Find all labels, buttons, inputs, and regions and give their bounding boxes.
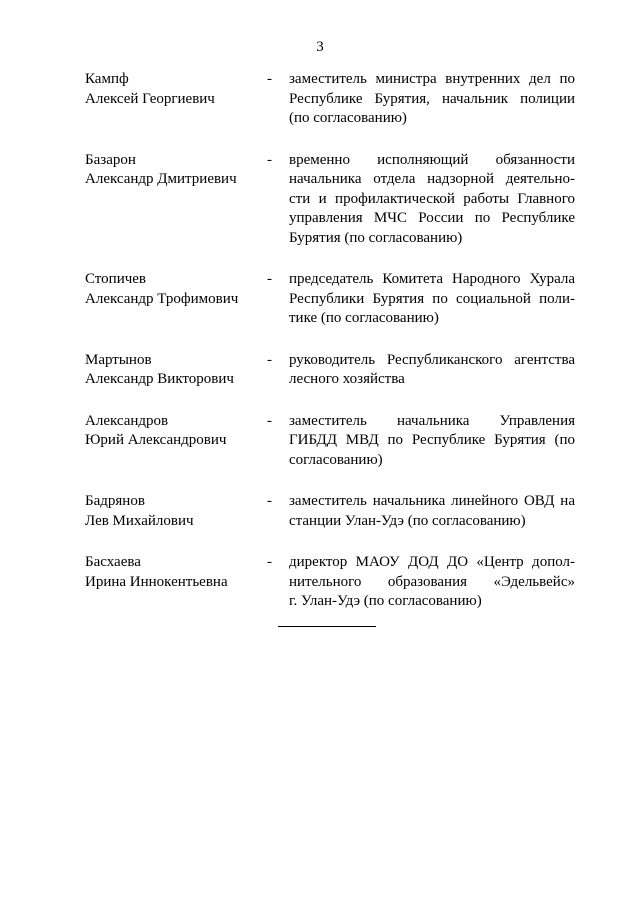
list-item xyxy=(85,351,575,390)
member-given-names: Александр Викторович xyxy=(85,371,234,387)
member-given-names: Александр Дмитриевич xyxy=(85,171,237,187)
position-line: управления МЧС России по Республике xyxy=(289,210,575,226)
member-position xyxy=(289,492,575,531)
member-given-names: Лев Михайлович xyxy=(85,512,194,529)
member-position xyxy=(289,70,575,129)
list-item xyxy=(85,270,575,329)
list-item xyxy=(85,553,575,612)
dash-separator: - xyxy=(267,493,272,509)
member-name xyxy=(85,492,267,531)
position-line: Бурятия (по согласованию) xyxy=(289,229,463,246)
member-given-names: Юрий Александрович xyxy=(85,432,227,448)
member-given-names: Алексей Георгиевич xyxy=(85,90,215,107)
position-line: директор МАОУ ДОД ДО «Центр допол- xyxy=(289,554,575,570)
position-line: г. Улан-Удэ (по согласованию) xyxy=(289,593,482,609)
position-line: сти и профилактической работы Главного xyxy=(289,190,575,207)
member-surname: Бадрянов xyxy=(85,493,145,509)
position-line: начальника отдела надзорной деятельно- xyxy=(289,171,575,187)
position-line: ГИБДД МВД по Республике Бурятия (по xyxy=(289,432,575,448)
position-line: станции Улан-Удэ (по согласованию) xyxy=(289,512,526,529)
dash-separator: - xyxy=(267,412,272,429)
position-line: заместитель министра внутренних дел по xyxy=(289,71,575,87)
member-surname: Стопичев xyxy=(85,271,147,287)
member-position xyxy=(289,553,575,612)
list-item xyxy=(85,492,575,531)
member-name xyxy=(85,553,267,592)
member-list xyxy=(85,70,575,634)
dash-separator: - xyxy=(267,554,272,570)
member-given-names: Александр Трофимович xyxy=(85,290,239,307)
position-line: руководитель Республиканского агентства xyxy=(289,351,575,368)
dash-separator: - xyxy=(267,71,272,87)
page-number: 3 xyxy=(316,39,324,55)
position-line: Республики Бурятия по социальной поли- xyxy=(289,290,575,307)
list-item xyxy=(85,412,575,471)
member-position xyxy=(289,270,575,329)
position-line: председатель Комитета Народного Хурала xyxy=(289,271,575,287)
member-position xyxy=(289,351,575,390)
position-line: заместитель начальника Управления xyxy=(289,412,575,429)
position-line: лесного хозяйства xyxy=(289,371,405,387)
member-position xyxy=(289,412,575,471)
list-item xyxy=(85,70,575,129)
member-surname: Басхаева xyxy=(85,554,141,570)
member-name xyxy=(85,151,267,190)
member-given-names: Ирина Иннокентьевна xyxy=(85,573,228,590)
position-line: временно исполняющий обязанности xyxy=(289,151,575,168)
dash-separator: - xyxy=(267,351,272,368)
member-surname: Кампф xyxy=(85,71,129,87)
member-surname: Мартынов xyxy=(85,351,152,368)
member-surname: Александров xyxy=(85,412,169,429)
dash-separator: - xyxy=(267,271,272,287)
position-line: (по согласованию) xyxy=(289,110,407,126)
position-line: тике (по согласованию) xyxy=(289,310,439,326)
position-line: нительного образования «Эдельвейс» xyxy=(289,573,575,590)
member-name xyxy=(85,412,267,451)
list-item xyxy=(85,151,575,249)
member-surname: Базарон xyxy=(85,151,136,168)
member-name xyxy=(85,70,267,109)
closing-rule xyxy=(278,626,376,627)
position-line: заместитель начальника линейного ОВД на xyxy=(289,493,575,509)
member-name xyxy=(85,351,267,390)
member-name xyxy=(85,270,267,309)
position-line: согласованию) xyxy=(289,451,383,468)
position-line: Республике Бурятия, начальник полиции xyxy=(289,90,575,107)
dash-separator: - xyxy=(267,151,272,168)
member-position xyxy=(289,151,575,249)
